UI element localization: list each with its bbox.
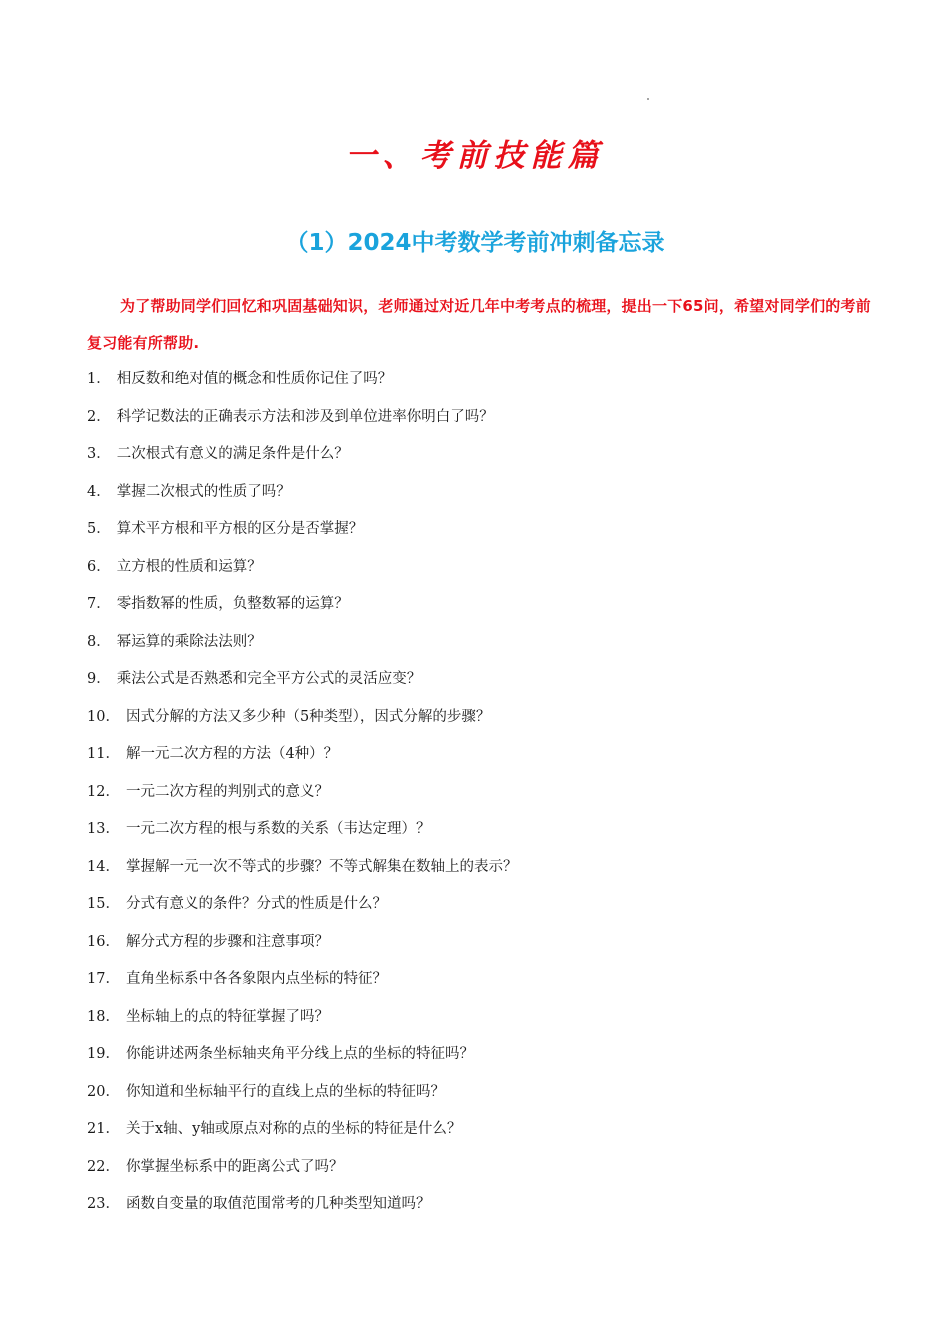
question-item: [87, 554, 887, 592]
question-text: 分式有意义的条件？分式的性质是什么？: [125, 896, 387, 912]
question-text: 掌握解一元一次不等式的步骤？不等式解集在数轴上的表示？: [125, 858, 518, 875]
question-number: 3．: [87, 446, 111, 462]
question-list: [87, 366, 887, 1229]
question-item: [87, 591, 887, 629]
question-item: [87, 1116, 887, 1154]
question-text: 科学记数法的正确表示方法和涉及到单位进率你明白了吗？: [116, 408, 494, 425]
question-item: [87, 441, 887, 479]
question-number: 19．: [87, 1046, 120, 1062]
question-number: 16．: [87, 933, 120, 950]
question-number: 23．: [87, 1196, 120, 1212]
question-number: 6．: [87, 558, 111, 575]
question-item: [87, 1154, 887, 1192]
question-number: 17．: [87, 971, 120, 987]
question-item: [87, 1041, 887, 1079]
question-item: [87, 666, 887, 704]
question-item: [87, 1004, 887, 1042]
question-text: 因式分解的方法又多少种（5种类型），因式分解的步骤？: [125, 708, 491, 725]
question-number: 11．: [87, 746, 120, 762]
question-number: 4．: [87, 483, 111, 500]
question-number: 13．: [87, 821, 120, 837]
document-subtitle: （1）2024中考数学考前冲刺备忘录: [285, 230, 665, 256]
question-text: 零指数幂的性质，负整数幂的运算？: [116, 596, 349, 612]
question-item: [87, 704, 887, 742]
question-text: 直角坐标系中各各象限内点坐标的特征？: [125, 971, 387, 987]
question-text: 算术平方根和平方根的区分是否掌握？: [116, 521, 364, 537]
question-item: [87, 816, 887, 854]
question-item: [87, 366, 887, 404]
section-title: 一、考前技能篇: [345, 138, 605, 174]
question-item: [87, 629, 887, 667]
question-item: [87, 854, 887, 892]
question-text: 幂运算的乘除法法则？: [116, 633, 262, 650]
question-text: 相反数和绝对值的概念和性质你记住了吗？: [116, 371, 393, 387]
question-item: [87, 1191, 887, 1229]
intro-paragraph: 为了帮助同学们回忆和巩固基础知识，老师通过对近几年中考考点的梳理，提出一下65问，希望对同学们的考前复习能有所帮助.: [87, 297, 871, 352]
question-item: [87, 891, 887, 929]
question-text: 乘法公式是否熟悉和完全平方公式的灵活应变？: [116, 671, 422, 687]
question-number: 2．: [87, 408, 111, 425]
question-item: [87, 929, 887, 967]
question-text: 关于x轴、y轴或原点对称的点的坐标的特征是什么？: [125, 1121, 462, 1137]
question-number: 7．: [87, 596, 111, 612]
question-number: 22．: [87, 1158, 120, 1175]
question-item: [87, 779, 887, 817]
question-item: [87, 516, 887, 554]
question-text: 解一元二次方程的方法（4种）？: [125, 746, 339, 762]
question-item: [87, 741, 887, 779]
question-number: 21．: [87, 1121, 120, 1137]
question-number: 14．: [87, 858, 120, 875]
question-text: 掌握二次根式的性质了吗？: [116, 483, 291, 500]
question-text: 一元二次方程的根与系数的关系（韦达定理）？: [125, 821, 431, 837]
question-text: 你能讲述两条坐标轴夹角平分线上点的坐标的特征吗？: [125, 1046, 474, 1062]
question-text: 解分式方程的步骤和注意事项？: [125, 933, 329, 950]
question-text: 二次根式有意义的满足条件是什么？: [116, 446, 349, 462]
question-item: [87, 966, 887, 1004]
question-item: [87, 1079, 887, 1117]
question-item: [87, 479, 887, 517]
question-text: 坐标轴上的点的特征掌握了吗？: [125, 1008, 329, 1025]
question-number: 5．: [87, 521, 111, 537]
question-number: 1．: [87, 371, 111, 387]
stray-dot-mark: [647, 98, 649, 100]
question-number: 8．: [87, 633, 111, 650]
question-number: 12．: [87, 783, 120, 800]
question-number: 15．: [87, 896, 120, 912]
question-text: 你掌握坐标系中的距离公式了吗？: [125, 1158, 344, 1175]
question-number: 10．: [87, 708, 120, 725]
question-number: 20．: [87, 1083, 120, 1100]
question-text: 立方根的性质和运算？: [116, 558, 262, 575]
question-number: 18．: [87, 1008, 120, 1025]
question-text: 函数自变量的取值范围常考的几种类型知道吗？: [125, 1196, 431, 1212]
question-text: 一元二次方程的判别式的意义？: [125, 783, 329, 800]
question-text: 你知道和坐标轴平行的直线上点的坐标的特征吗？: [125, 1083, 445, 1100]
question-number: 9．: [87, 671, 111, 687]
question-item: [87, 404, 887, 442]
